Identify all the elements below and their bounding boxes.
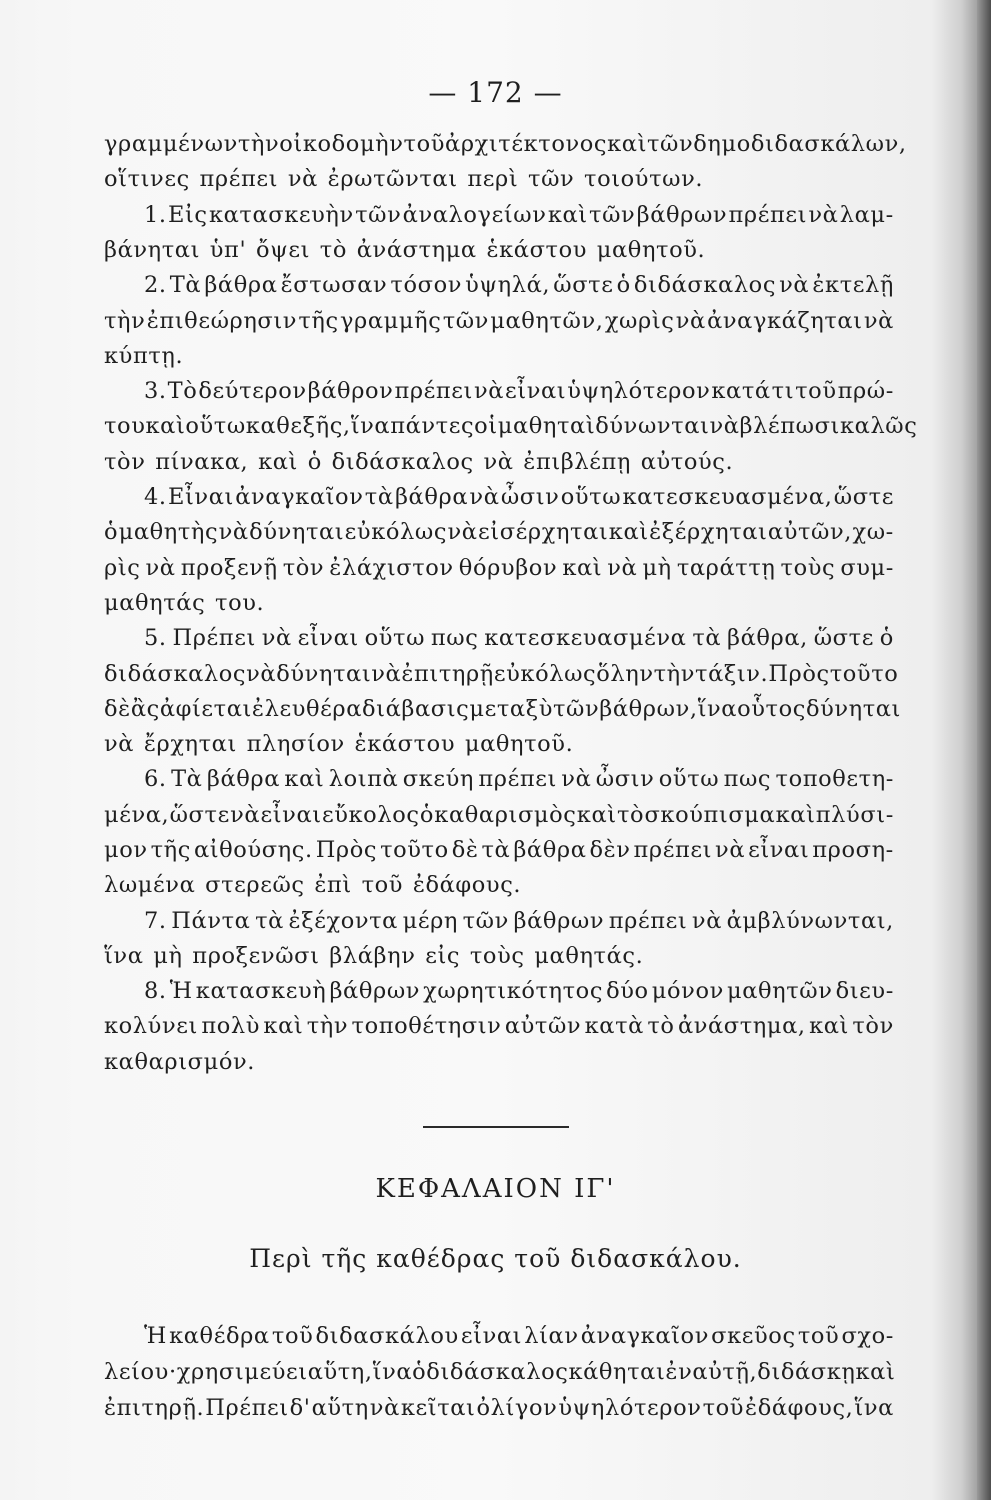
- section-divider: [423, 1126, 569, 1128]
- text-line: 8. Ἡ κατασκευὴ βάθρων χωρητικότητος δύο μόνον μαθητῶν διευ-: [144, 978, 894, 1004]
- text-line: 7. Πάντα τὰ ἐξέχοντα μέρη τῶν βάθρων πρέπει νὰ ἀμβλύνωνται,: [144, 908, 894, 934]
- text-line: του καὶ οὕτω καθεξῆς, ἵνα πάντες οἱ μαθηταὶ δύνωνται νὰ βλέπωσι καλῶς: [104, 413, 918, 439]
- page-number: — 172 —: [428, 76, 563, 109]
- text-line: κύπτῃ.: [104, 343, 184, 369]
- text-line: γραμμένων τὴν οἰκοδομὴν τοῦ ἀρχιτέκτονος καὶ τῶν δημοδιδασκάλων,: [104, 131, 907, 157]
- text-line: οἵτινες πρέπει νὰ ἐρωτῶνται περὶ τῶν τοιούτων.: [104, 166, 704, 192]
- chapter-title: ΚΕΦΑΛΑΙΟΝ ΙΓ': [375, 1174, 616, 1204]
- text-line: 5. Πρέπει νὰ εἶναι οὕτω πως κατεσκευασμένα τὰ βάθρα, ὥστε ὁ: [144, 625, 894, 651]
- text-line: 1. Εἰς κατασκευὴν τῶν ἀναλογείων καὶ τῶν βάθρων πρέπει νὰ λαμ-: [144, 202, 894, 228]
- text-line: τὸν πίνακα, καὶ ὁ διδάσκαλος νὰ ἐπιβλέπῃ αὐτούς.: [104, 449, 734, 475]
- text-line: καθαρισμόν.: [104, 1049, 256, 1075]
- text-line: 3. Τὸ δεύτερον βάθρον πρέπει νὰ εἶναι ὑψηλότερον κατά τι τοῦ πρώ-: [144, 378, 894, 404]
- text-line: κολύνει πολὺ καὶ τὴν τοποθέτησιν αὐτῶν κατὰ τὸ ἀνάστημα, καὶ τὸν: [104, 1013, 894, 1039]
- text-line: διδάσκαλος νὰ δύνηται νὰ ἐπιτηρῇ εὐκόλως ὅλην τὴν τάξιν. Πρὸς τοῦτο: [104, 661, 899, 687]
- text-line: 6. Τὰ βάθρα καὶ λοιπὰ σκεύη πρέπει νὰ ὦσιν οὕτω πως τοποθετη-: [144, 766, 894, 792]
- text-line: τὴν ἐπιθεώρησιν τῆς γραμμῆς τῶν μαθητῶν, χωρὶς νὰ ἀναγκάζηται νὰ: [104, 308, 894, 334]
- book-spine-shadow: [977, 0, 991, 1500]
- text-line: ρὶς νὰ προξενῇ τὸν ἐλάχιστον θόρυβον καὶ νὰ μὴ ταράττῃ τοὺς συμ-: [104, 555, 894, 581]
- text-line: 2. Τὰ βάθρα ἔστωσαν τόσον ὑψηλά, ὥστε ὁ διδάσκαλος νὰ ἐκτελῇ: [144, 272, 894, 298]
- text-line: νὰ ἔρχηται πλησίον ἑκάστου μαθητοῦ.: [104, 731, 574, 757]
- text-line: μένα, ὥστε νὰ εἶναι εὔκολος ὁ καθαρισμὸς καὶ τὸ σκούπισμα καὶ πλύσι-: [104, 802, 894, 828]
- text-line: ἵνα μὴ προξενῶσι βλάβην εἰς τοὺς μαθητάς.: [104, 943, 644, 969]
- text-line: βάνηται ὑπ' ὄψει τὸ ἀνάστημα ἑκάστου μαθητοῦ.: [104, 237, 706, 263]
- text-line: μαθητάς του.: [104, 590, 265, 616]
- text-line: λωμένα στερεῶς ἐπὶ τοῦ ἐδάφους.: [104, 872, 522, 898]
- text-line: μον τῆς αἰθούσης. Πρὸς τοῦτο δὲ τὰ βάθρα δὲν πρέπει νὰ εἶναι προση-: [104, 837, 894, 863]
- text-line: Ἡ καθέδρα τοῦ διδασκάλου εἶναι λίαν ἀναγκαῖον σκεῦος τοῦ σχο-: [144, 1323, 894, 1349]
- text-line: δὲ ἂς ἀφίεται ἐλευθέρα διάβασις μεταξὺ τῶν βάθρων, ἵνα οὗτος δύνηται: [104, 696, 901, 722]
- text-line: ὁ μαθητὴς νὰ δύνηται εὐκόλως νὰ εἰσέρχηται καὶ ἐξέρχηται αὐτῶν, χω-: [104, 519, 894, 545]
- text-line: λείου· χρησιμεύει αὕτη, ἵνα ὁ διδάσκαλος κάθηται ἐν αὐτῇ, διδάσκῃ καὶ: [104, 1359, 896, 1385]
- text-line: ἐπιτηρῇ. Πρέπει δ' αὕτη νὰ κεῖται ὀλίγον ὑψηλότερον τοῦ ἐδάφους, ἵνα: [104, 1395, 894, 1421]
- section-title: Περὶ τῆς καθέδρας τοῦ διδασκάλου.: [249, 1244, 742, 1273]
- text-line: 4. Εἶναι ἀναγκαῖον τὰ βάθρα νὰ ὦσιν οὕτω κατεσκευασμένα, ὥστε: [144, 484, 894, 510]
